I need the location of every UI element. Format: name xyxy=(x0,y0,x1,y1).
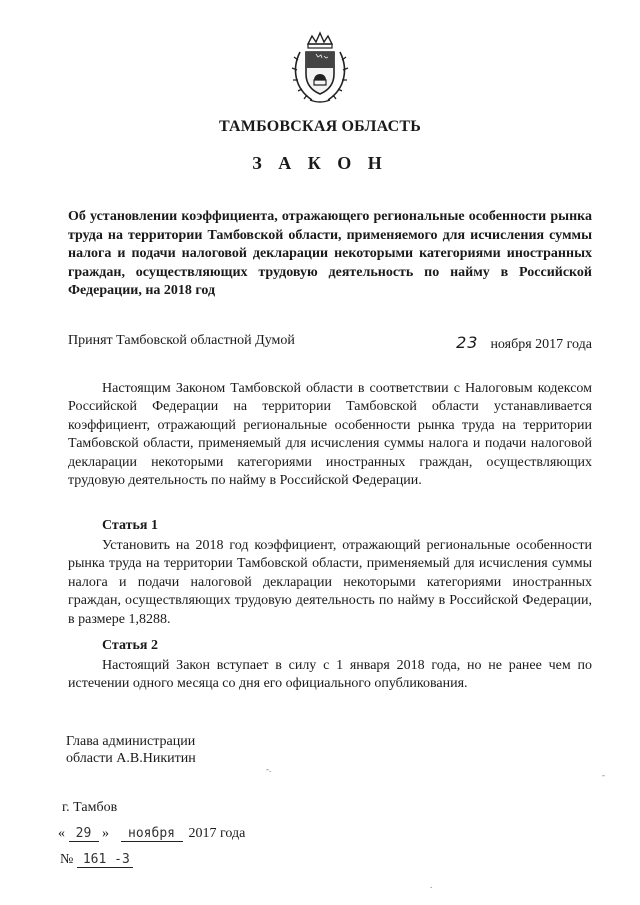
signatory-title: Глава администрации xyxy=(66,734,196,749)
document-number xyxy=(60,852,133,868)
adoption-date xyxy=(456,333,592,353)
signing-city: г. Тамбов xyxy=(62,800,118,815)
article-1-heading: Статья 1 xyxy=(102,518,158,533)
signatory-name: области А.В.Никитин xyxy=(66,751,196,766)
scan-speck: -. xyxy=(266,764,272,774)
adopted-by: Принят Тамбовской областной Думой xyxy=(68,333,295,348)
signing-year: 2017 года xyxy=(188,826,246,841)
signature-block xyxy=(66,733,196,767)
region-heading: ТАМБОВСКАЯ ОБЛАСТЬ xyxy=(218,118,422,135)
scan-speck: . xyxy=(430,880,433,890)
article-2-heading: Статья 2 xyxy=(102,638,158,653)
law-title: Об установлении коэффициента, отражающего региональные особенности рынка труда на территории Тамбовской области, применяемого для исчисления суммы налога и подачи налоговой декларации некоторыми категориями иностранных граждан, осуществляющих трудовую деятельность по найму в Российской Федерации, на 2018 год xyxy=(68,209,592,298)
article-1-text: Установить на 2018 год коэффициент, отражающий региональные особенности рынка труда на территории Тамбовской области, применяемый для исчисления суммы налога и подачи налоговой декларации некоторыми категориями иностранных граждан, осуществляющих трудовую деятельность по найму в Российской Федерации, в размере 1,8288. xyxy=(68,538,592,627)
preamble-paragraph: Настоящим Законом Тамбовской области в соответствии с Налоговым кодексом Российской Федерации на территории Тамбовской области устанавливается коэффициент, отражающий региональные особенности рынка труда на территории Тамбовской области, применяемый для исчисления суммы налога и подачи налоговой декларации некоторыми категориями иностранных граждан, осуществляющих трудовую деятельность по найму в Российской Федерации. xyxy=(68,381,592,489)
adoption-month-year: ноября 2017 года xyxy=(490,337,592,352)
signing-date xyxy=(58,826,245,842)
document-number-handwritten: 161 -3 xyxy=(77,852,133,868)
adoption-day-handwritten: 23 xyxy=(456,333,479,352)
signing-day-handwritten: 29 xyxy=(69,826,99,842)
close-quote: » xyxy=(102,826,109,841)
number-sign: № xyxy=(60,852,74,867)
article-2-text: Настоящий Закон вступает в силу с 1 января 2018 года, но не ранее чем по истечении одного месяца со дня его официального опубликования. xyxy=(68,658,592,692)
document-type-heading: З А К О Н xyxy=(252,153,388,173)
adoption-line xyxy=(68,333,592,353)
coat-of-arms-emblem xyxy=(290,30,350,104)
scan-speck: - xyxy=(602,770,605,780)
signing-month-handwritten: ноября xyxy=(121,826,183,842)
open-quote: « xyxy=(58,826,65,841)
